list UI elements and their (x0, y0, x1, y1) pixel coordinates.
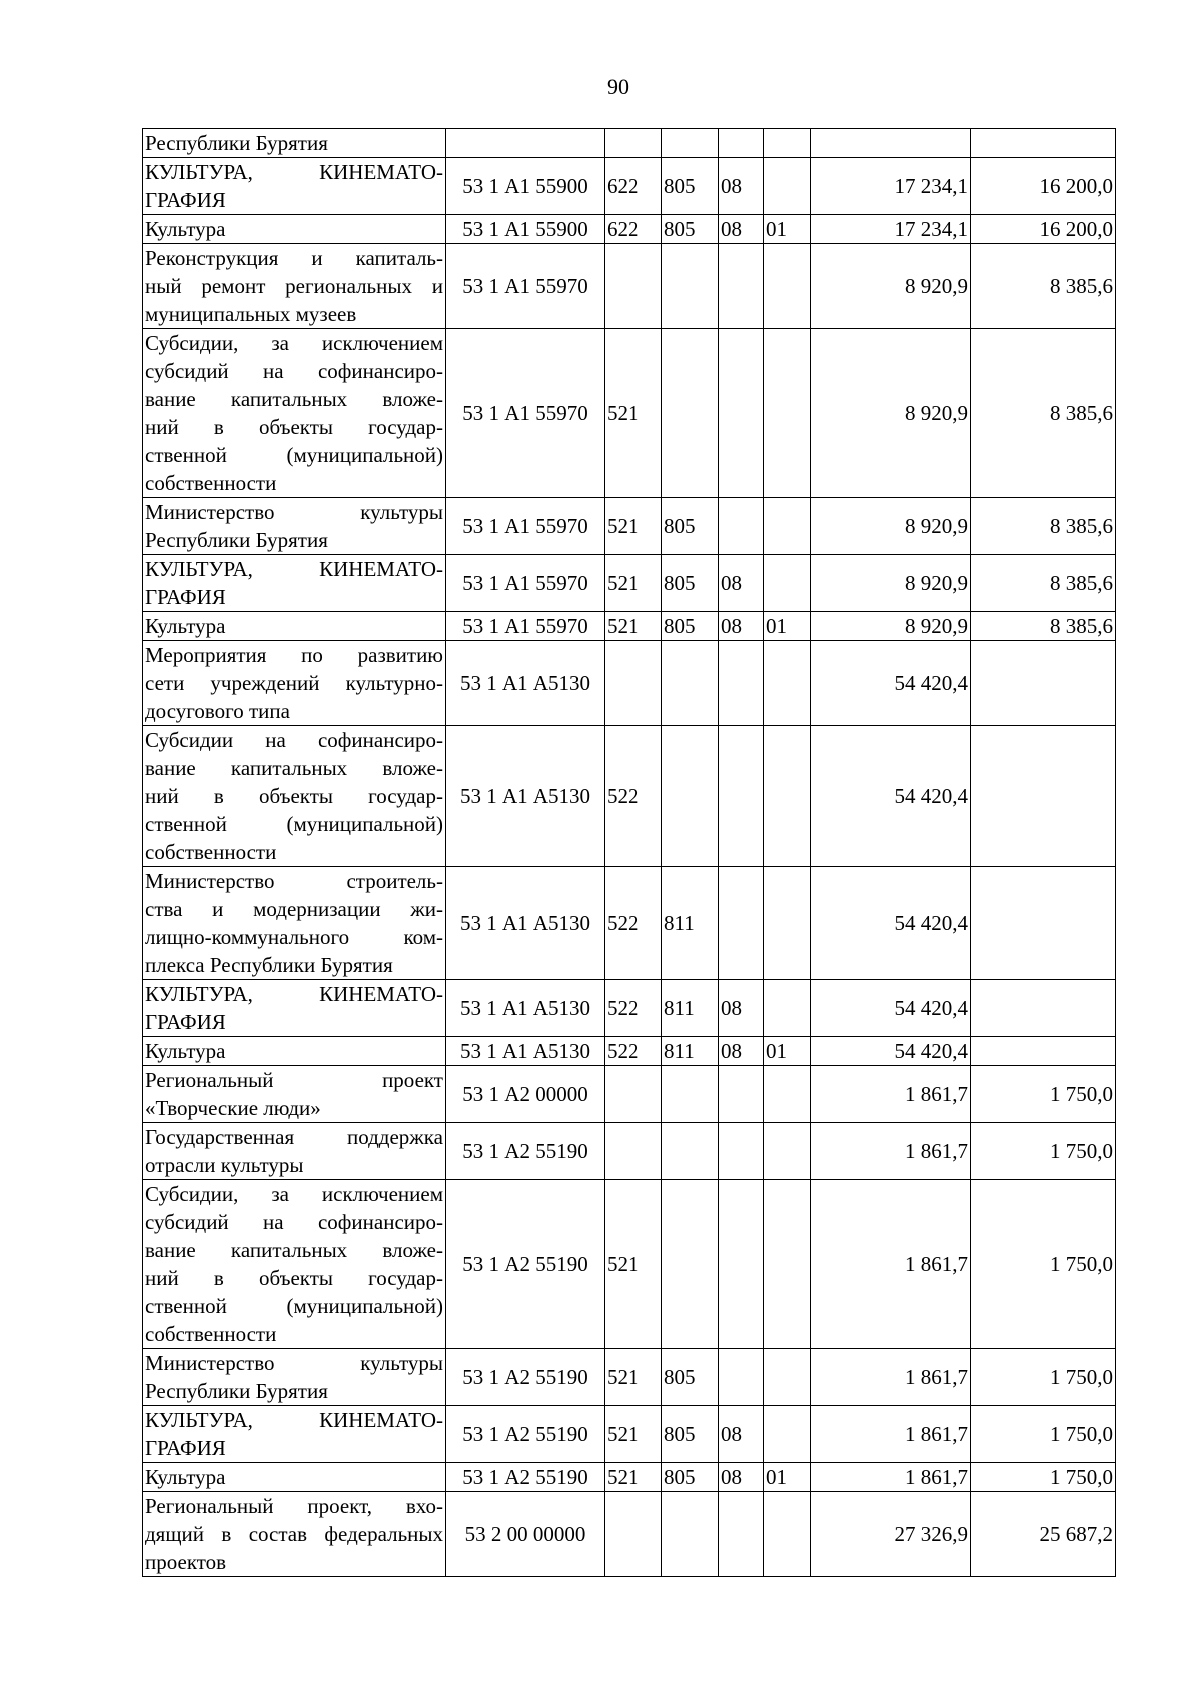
amount-year1-cell: 8 920,9 (811, 555, 971, 612)
subsection-cell (764, 1066, 811, 1123)
expense-type-cell: 521 (605, 612, 662, 641)
section-cell (719, 498, 764, 555)
item-name-line: ГРАФИЯ (145, 585, 226, 609)
expense-type-cell: 522 (605, 980, 662, 1037)
amount-year2-cell: 1 750,0 (971, 1349, 1116, 1406)
item-name-cell (143, 1349, 446, 1406)
amount-year1-cell: 8 920,9 (811, 244, 971, 329)
section-cell (719, 1492, 764, 1577)
item-name-line: собственности (145, 471, 277, 495)
item-name-line: собственности (145, 1322, 277, 1346)
amount-year2-cell (971, 726, 1116, 867)
amount-year2-cell (971, 980, 1116, 1037)
expense-type-cell: 522 (605, 1037, 662, 1066)
item-name-line: субсидий на софинансиро- (145, 1210, 443, 1234)
item-name-cell (143, 158, 446, 215)
subsection-cell: 01 (764, 1463, 811, 1492)
target-article-cell: 53 1 А1 55900 (446, 215, 605, 244)
expense-type-cell: 521 (605, 1349, 662, 1406)
item-name-line: ственной (муниципальной) (145, 812, 443, 836)
administrator-cell (662, 641, 719, 726)
amount-year2-cell (971, 641, 1116, 726)
amount-year2-cell: 8 385,6 (971, 555, 1116, 612)
subsection-cell (764, 641, 811, 726)
table-row (143, 612, 1116, 641)
subsection-cell (764, 1349, 811, 1406)
table-row (143, 158, 1116, 215)
target-article-cell: 53 1 А1 А5130 (446, 980, 605, 1037)
item-name-cell (143, 498, 446, 555)
target-article-cell: 53 1 А1 55970 (446, 555, 605, 612)
table-row (143, 329, 1116, 498)
administrator-cell: 805 (662, 1349, 719, 1406)
subsection-cell (764, 1492, 811, 1577)
expense-type-cell (605, 1492, 662, 1577)
subsection-cell (764, 1180, 811, 1349)
table-row (143, 1180, 1116, 1349)
item-name-line: Субсидии на софинансиро- (145, 728, 443, 752)
expense-type-cell: 522 (605, 726, 662, 867)
item-name-line: Субсидии, за исключением (145, 331, 443, 355)
item-name-cell (143, 1180, 446, 1349)
item-name-line: ГРАФИЯ (145, 1010, 226, 1034)
amount-year1-cell: 8 920,9 (811, 498, 971, 555)
item-name-line: Республики Бурятия (145, 131, 328, 155)
target-article-cell: 53 1 А2 00000 (446, 1066, 605, 1123)
section-cell (719, 1349, 764, 1406)
table-row (143, 1037, 1116, 1066)
administrator-cell: 811 (662, 867, 719, 980)
amount-year1-cell: 54 420,4 (811, 726, 971, 867)
item-name-line: муниципальных музеев (145, 302, 357, 326)
section-cell: 08 (719, 555, 764, 612)
section-cell (719, 129, 764, 158)
item-name-line: вание капитальных вложе- (145, 387, 443, 411)
target-article-cell: 53 1 А1 55970 (446, 612, 605, 641)
target-article-cell: 53 1 А1 А5130 (446, 726, 605, 867)
item-name-line: Мероприятия по развитию (145, 643, 443, 667)
subsection-cell (764, 329, 811, 498)
item-name-line: ственной (муниципальной) (145, 443, 443, 467)
expense-type-cell: 622 (605, 215, 662, 244)
section-cell (719, 329, 764, 498)
subsection-cell (764, 129, 811, 158)
table-body (143, 129, 1116, 1577)
amount-year2-cell: 8 385,6 (971, 498, 1116, 555)
administrator-cell (662, 726, 719, 867)
expense-type-cell: 521 (605, 498, 662, 555)
administrator-cell: 811 (662, 980, 719, 1037)
amount-year2-cell: 1 750,0 (971, 1066, 1116, 1123)
administrator-cell: 805 (662, 158, 719, 215)
item-name-line: досугового типа (145, 699, 290, 723)
item-name-line: собственности (145, 840, 277, 864)
item-name-cell (143, 129, 446, 158)
item-name-line: Культура (145, 614, 226, 638)
item-name-line: Государственная поддержка (145, 1125, 443, 1149)
target-article-cell: 53 1 А1 55970 (446, 498, 605, 555)
subsection-cell (764, 867, 811, 980)
item-name-cell (143, 1037, 446, 1066)
amount-year1-cell: 1 861,7 (811, 1180, 971, 1349)
amount-year2-cell: 25 687,2 (971, 1492, 1116, 1577)
item-name-line: КУЛЬТУРА, КИНЕМАТО- (145, 1408, 443, 1432)
table-row (143, 980, 1116, 1037)
item-name-cell (143, 867, 446, 980)
item-name-cell (143, 612, 446, 641)
amount-year1-cell: 1 861,7 (811, 1406, 971, 1463)
budget-table (142, 128, 1116, 1577)
item-name-line: Республики Бурятия (145, 1379, 328, 1403)
amount-year2-cell (971, 867, 1116, 980)
item-name-cell (143, 244, 446, 329)
item-name-line: Культура (145, 217, 226, 241)
item-name-line: ГРАФИЯ (145, 188, 226, 212)
table-row (143, 555, 1116, 612)
item-name-line: Министерство строитель- (145, 869, 443, 893)
item-name-line: ства и модернизации жи- (145, 897, 443, 921)
item-name-line: КУЛЬТУРА, КИНЕМАТО- (145, 160, 443, 184)
target-article-cell: 53 1 А1 55970 (446, 329, 605, 498)
expense-type-cell (605, 641, 662, 726)
section-cell (719, 726, 764, 867)
item-name-line: дящий в состав федеральных (145, 1522, 443, 1546)
table-row (143, 1406, 1116, 1463)
amount-year2-cell (971, 1037, 1116, 1066)
section-cell (719, 1123, 764, 1180)
item-name-line: лищно-коммунального ком- (145, 925, 443, 949)
subsection-cell: 01 (764, 1037, 811, 1066)
item-name-cell (143, 1123, 446, 1180)
target-article-cell: 53 1 А1 А5130 (446, 867, 605, 980)
item-name-line: плекса Республики Бурятия (145, 953, 393, 977)
item-name-line: ГРАФИЯ (145, 1436, 226, 1460)
expense-type-cell: 521 (605, 555, 662, 612)
item-name-cell (143, 555, 446, 612)
amount-year1-cell: 27 326,9 (811, 1492, 971, 1577)
item-name-line: ний в объекты государ- (145, 415, 443, 439)
subsection-cell (764, 980, 811, 1037)
table-row (143, 1123, 1116, 1180)
amount-year2-cell: 8 385,6 (971, 612, 1116, 641)
amount-year1-cell: 17 234,1 (811, 215, 971, 244)
administrator-cell: 805 (662, 555, 719, 612)
item-name-line: ний в объекты государ- (145, 784, 443, 808)
subsection-cell (764, 244, 811, 329)
administrator-cell (662, 1123, 719, 1180)
expense-type-cell (605, 1123, 662, 1180)
subsection-cell (764, 555, 811, 612)
section-cell (719, 641, 764, 726)
amount-year1-cell: 1 861,7 (811, 1349, 971, 1406)
section-cell: 08 (719, 1463, 764, 1492)
subsection-cell (764, 726, 811, 867)
amount-year1-cell: 54 420,4 (811, 980, 971, 1037)
amount-year2-cell: 8 385,6 (971, 329, 1116, 498)
page-number: 90 (607, 74, 629, 99)
amount-year2-cell: 1 750,0 (971, 1123, 1116, 1180)
target-article-cell: 53 2 00 00000 (446, 1492, 605, 1577)
section-cell: 08 (719, 158, 764, 215)
item-name-cell (143, 1066, 446, 1123)
administrator-cell: 805 (662, 215, 719, 244)
amount-year2-cell: 8 385,6 (971, 244, 1116, 329)
expense-type-cell: 522 (605, 867, 662, 980)
target-article-cell: 53 1 А1 А5130 (446, 641, 605, 726)
table-row (143, 129, 1116, 158)
amount-year1-cell: 54 420,4 (811, 1037, 971, 1066)
amount-year1-cell: 17 234,1 (811, 158, 971, 215)
table-row (143, 498, 1116, 555)
item-name-line: Региональный проект, вхо- (145, 1494, 443, 1518)
expense-type-cell (605, 129, 662, 158)
table-row (143, 215, 1116, 244)
amount-year1-cell: 1 861,7 (811, 1066, 971, 1123)
amount-year1-cell: 54 420,4 (811, 641, 971, 726)
subsection-cell: 01 (764, 612, 811, 641)
amount-year2-cell (971, 129, 1116, 158)
administrator-cell: 811 (662, 1037, 719, 1066)
subsection-cell (764, 1123, 811, 1180)
section-cell: 08 (719, 980, 764, 1037)
item-name-line: ный ремонт региональных и (145, 274, 443, 298)
item-name-line: КУЛЬТУРА, КИНЕМАТО- (145, 982, 443, 1006)
expense-type-cell (605, 244, 662, 329)
table-row (143, 1492, 1116, 1577)
expense-type-cell: 521 (605, 1463, 662, 1492)
administrator-cell (662, 129, 719, 158)
administrator-cell (662, 1492, 719, 1577)
table-row (143, 726, 1116, 867)
amount-year2-cell: 1 750,0 (971, 1180, 1116, 1349)
section-cell (719, 1180, 764, 1349)
section-cell: 08 (719, 612, 764, 641)
amount-year1-cell: 8 920,9 (811, 612, 971, 641)
amount-year1-cell: 1 861,7 (811, 1463, 971, 1492)
item-name-cell (143, 641, 446, 726)
table-row (143, 641, 1116, 726)
administrator-cell (662, 1066, 719, 1123)
table-row (143, 244, 1116, 329)
item-name-line: ний в объекты государ- (145, 1266, 443, 1290)
section-cell (719, 244, 764, 329)
item-name-line: отрасли культуры (145, 1153, 304, 1177)
amount-year1-cell: 1 861,7 (811, 1123, 971, 1180)
target-article-cell: 53 1 А2 55190 (446, 1349, 605, 1406)
subsection-cell: 01 (764, 215, 811, 244)
table-row (143, 1066, 1116, 1123)
target-article-cell: 53 1 А1 55970 (446, 244, 605, 329)
target-article-cell (446, 129, 605, 158)
section-cell: 08 (719, 1406, 764, 1463)
item-name-line: вание капитальных вложе- (145, 1238, 443, 1262)
administrator-cell: 805 (662, 1406, 719, 1463)
item-name-line: ственной (муниципальной) (145, 1294, 443, 1318)
item-name-line: Реконструкция и капиталь- (145, 246, 443, 270)
item-name-cell (143, 329, 446, 498)
item-name-line: проектов (145, 1550, 227, 1574)
target-article-cell: 53 1 А1 А5130 (446, 1037, 605, 1066)
item-name-cell (143, 1492, 446, 1577)
item-name-line: Культура (145, 1465, 226, 1489)
administrator-cell: 805 (662, 612, 719, 641)
item-name-cell (143, 215, 446, 244)
item-name-line: Региональный проект (145, 1068, 443, 1092)
section-cell (719, 867, 764, 980)
administrator-cell (662, 329, 719, 498)
expense-type-cell: 622 (605, 158, 662, 215)
expense-type-cell: 521 (605, 329, 662, 498)
item-name-line: Культура (145, 1039, 226, 1063)
amount-year1-cell: 54 420,4 (811, 867, 971, 980)
table-row (143, 867, 1116, 980)
expense-type-cell: 521 (605, 1180, 662, 1349)
item-name-cell (143, 726, 446, 867)
subsection-cell (764, 498, 811, 555)
item-name-cell (143, 980, 446, 1037)
table-row (143, 1463, 1116, 1492)
amount-year2-cell: 1 750,0 (971, 1463, 1116, 1492)
section-cell (719, 1066, 764, 1123)
administrator-cell (662, 244, 719, 329)
item-name-line: КУЛЬТУРА, КИНЕМАТО- (145, 557, 443, 581)
amount-year2-cell: 16 200,0 (971, 158, 1116, 215)
administrator-cell (662, 1180, 719, 1349)
table-row (143, 1349, 1116, 1406)
administrator-cell: 805 (662, 1463, 719, 1492)
item-name-line: субсидий на софинансиро- (145, 359, 443, 383)
item-name-line: «Творческие люди» (145, 1096, 321, 1120)
item-name-line: Субсидии, за исключением (145, 1182, 443, 1206)
expense-type-cell (605, 1066, 662, 1123)
target-article-cell: 53 1 А2 55190 (446, 1406, 605, 1463)
target-article-cell: 53 1 А2 55190 (446, 1463, 605, 1492)
section-cell: 08 (719, 215, 764, 244)
administrator-cell: 805 (662, 498, 719, 555)
item-name-line: сети учреждений культурно- (145, 671, 443, 695)
target-article-cell: 53 1 А1 55900 (446, 158, 605, 215)
amount-year2-cell: 16 200,0 (971, 215, 1116, 244)
target-article-cell: 53 1 А2 55190 (446, 1123, 605, 1180)
subsection-cell (764, 158, 811, 215)
amount-year2-cell: 1 750,0 (971, 1406, 1116, 1463)
subsection-cell (764, 1406, 811, 1463)
expense-type-cell: 521 (605, 1406, 662, 1463)
target-article-cell: 53 1 А2 55190 (446, 1180, 605, 1349)
item-name-line: Министерство культуры (145, 1351, 443, 1375)
section-cell: 08 (719, 1037, 764, 1066)
amount-year1-cell (811, 129, 971, 158)
item-name-cell (143, 1463, 446, 1492)
item-name-line: вание капитальных вложе- (145, 756, 443, 780)
item-name-line: Республики Бурятия (145, 528, 328, 552)
item-name-cell (143, 1406, 446, 1463)
item-name-line: Министерство культуры (145, 500, 443, 524)
amount-year1-cell: 8 920,9 (811, 329, 971, 498)
